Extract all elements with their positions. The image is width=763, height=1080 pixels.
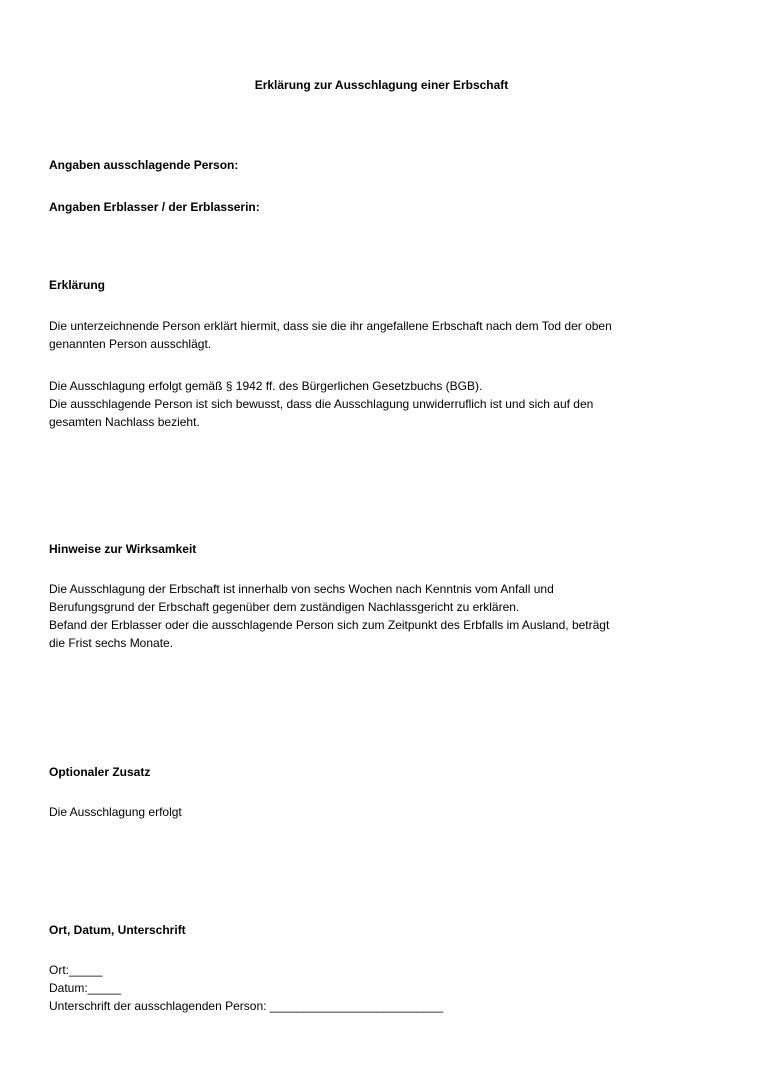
datum-field: Datum:_____ <box>49 981 122 995</box>
text-line: Die ausschlagende Person ist sich bewusst, dass die Ausschlagung unwiderruflich ist und sich auf den <box>49 397 594 411</box>
text-line: gesamten Nachlass bezieht. <box>49 415 200 429</box>
text-line: Befand der Erblasser oder die ausschlagende Person sich zum Zeitpunkt des Erbfalls im Ausland, beträgt <box>49 618 610 632</box>
document-title: Erklärung zur Ausschlagung einer Erbschaft <box>254 78 509 92</box>
text-line: genannten Person ausschlägt. <box>49 337 212 351</box>
heading-ort-datum-unterschrift: Ort, Datum, Unterschrift <box>49 923 186 937</box>
text-line: Die Ausschlagung der Erbschaft ist innerhalb von sechs Wochen nach Kenntnis vom Anfall und <box>49 582 554 596</box>
text-line: Berufungsgrund der Erbschaft gegenüber dem zuständigen Nachlassgericht zu erklären. <box>49 600 520 614</box>
heading-ausschlagende-person: Angaben ausschlagende Person: <box>49 158 239 172</box>
text-line: die Frist sechs Monate. <box>49 636 174 650</box>
zusatz-text: Die Ausschlagung erfolgt <box>49 805 182 819</box>
erklaerung-paragraph-2 <box>49 377 729 431</box>
ort-field: Ort:_____ <box>49 963 103 977</box>
signature-block <box>49 961 729 1015</box>
text-line: Die unterzeichnende Person erklärt hiermit, dass sie die ihr angefallene Erbschaft nach dem Tod der oben <box>49 319 612 333</box>
heading-hinweise: Hinweise zur Wirksamkeit <box>49 542 197 556</box>
heading-erblasser: Angaben Erblasser / der Erblasserin: <box>49 200 260 214</box>
heading-optionaler-zusatz: Optionaler Zusatz <box>49 765 151 779</box>
text-line: Die Ausschlagung erfolgt gemäß § 1942 ff. des Bürgerlichen Gesetzbuchs (BGB). <box>49 379 483 393</box>
unterschrift-field: Unterschrift der ausschlagenden Person: __________________________ <box>49 999 444 1013</box>
hinweise-paragraph <box>49 580 729 652</box>
erklaerung-paragraph-1 <box>49 317 729 353</box>
heading-erklaerung: Erklärung <box>49 278 106 292</box>
